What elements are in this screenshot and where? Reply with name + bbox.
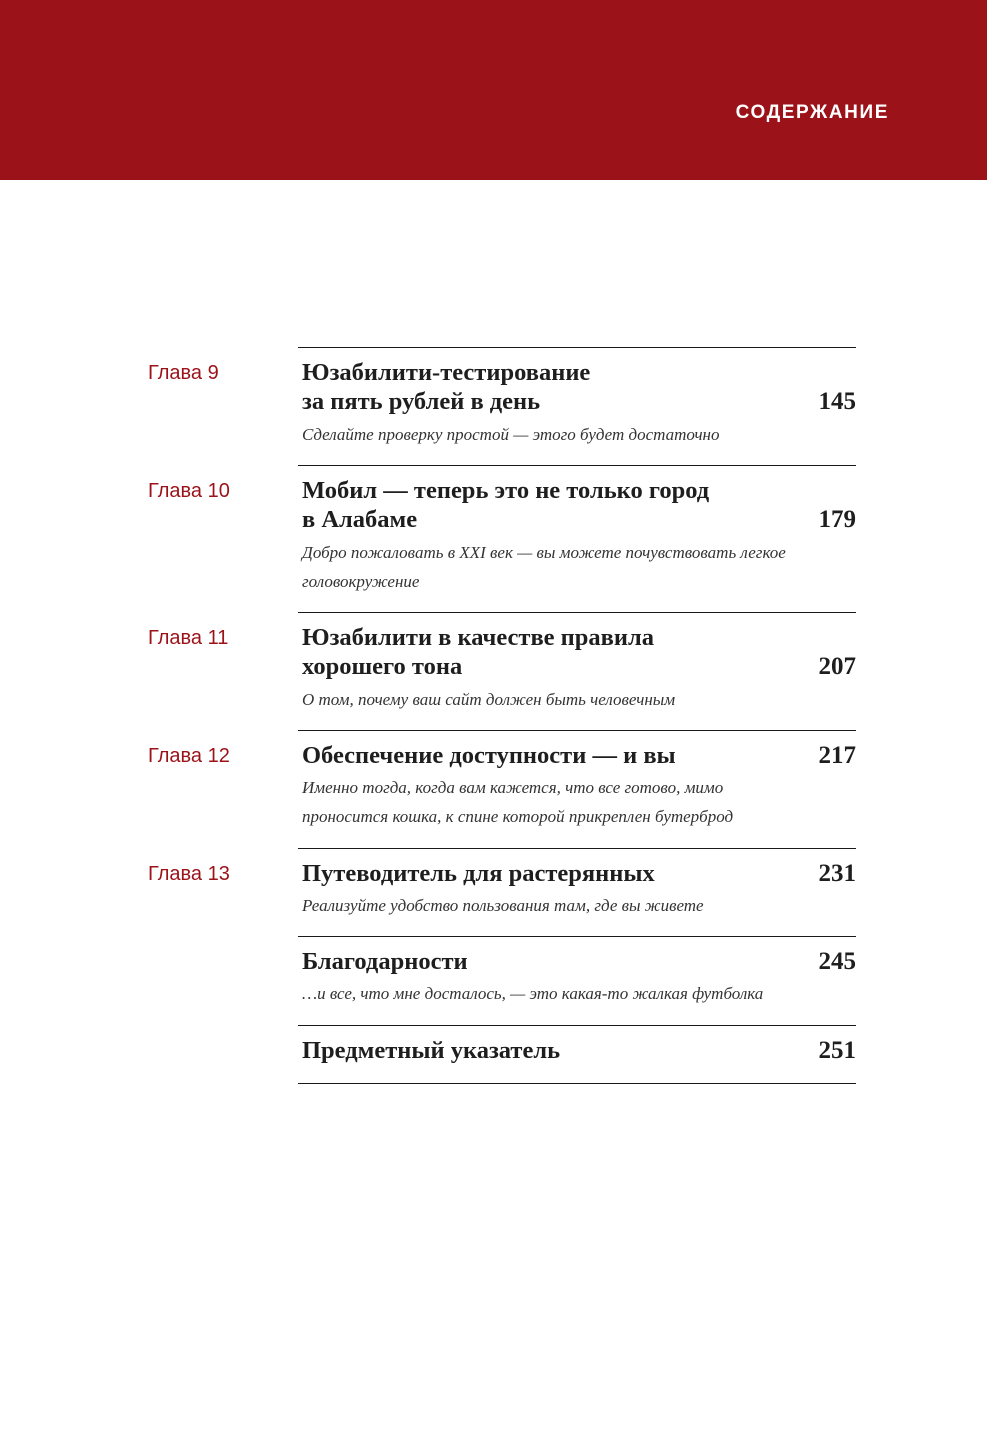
chapter-title-line: в Алабаме: [302, 506, 418, 533]
chapter-label: Глава 13: [148, 863, 230, 885]
chapter-title-line: за пять рублей в день: [302, 388, 541, 415]
chapter-title-line: Юзабилити-тестирование: [302, 359, 591, 386]
page-number: 179: [818, 506, 856, 533]
toc-entry-body: [298, 730, 856, 849]
page-number: 145: [818, 388, 856, 415]
section-title-line: Предметный указатель: [302, 1037, 561, 1064]
page-title: СОДЕРЖАНИЕ: [735, 102, 889, 123]
toc-entry-body: [298, 612, 856, 731]
toc-entry-body: [298, 848, 856, 937]
page-number: 245: [818, 948, 856, 975]
page-number: 231: [818, 860, 856, 887]
chapter-subtitle-line: О том, почему ваш сайт должен быть человечным: [302, 690, 676, 709]
page-number: 217: [818, 742, 856, 769]
page-number: 251: [818, 1037, 856, 1064]
chapter-title-line: Юзабилити в качестве правила: [302, 624, 655, 651]
chapter-title-line: Мобил — теперь это не только город: [302, 477, 710, 504]
chapter-title-line: Обеспечение доступности — и вы: [302, 742, 676, 769]
page-number: 207: [818, 653, 856, 680]
toc-entry-body: [298, 347, 856, 466]
chapter-subtitle-line: Сделайте проверку простой — этого будет достаточно: [302, 425, 720, 444]
section-subtitle-line: …и все, что мне досталось, — это какая-то жалкая футболка: [302, 984, 764, 1003]
chapter-subtitle-line: Именно тогда, когда вам кажется, что все готово, мимо: [302, 778, 724, 797]
chapter-subtitle-line: Реализуйте удобство пользования там, где вы живете: [302, 896, 704, 915]
toc-entry-body: [298, 465, 856, 613]
chapter-label: Глава 11: [148, 627, 229, 649]
chapter-title-line: хорошего тона: [302, 653, 463, 680]
toc-entry-body: [298, 1025, 856, 1084]
bottom-rule: [298, 1083, 856, 1084]
header-band: [0, 0, 987, 180]
chapter-label: Глава 12: [148, 745, 230, 767]
chapter-subtitle-line: Добро пожаловать в XXI век — вы можете почувствовать легкое: [302, 543, 786, 562]
chapter-title-line: Путеводитель для растерянных: [302, 860, 655, 887]
toc-entry-body: [298, 936, 856, 1026]
chapter-label: Глава 9: [148, 362, 219, 384]
chapter-subtitle-line: головокружение: [302, 572, 420, 591]
section-title-line: Благодарности: [302, 948, 468, 975]
chapter-subtitle-line: проносится кошка, к спине которой прикреплен бутерброд: [302, 807, 734, 826]
chapter-label: Глава 10: [148, 480, 230, 502]
